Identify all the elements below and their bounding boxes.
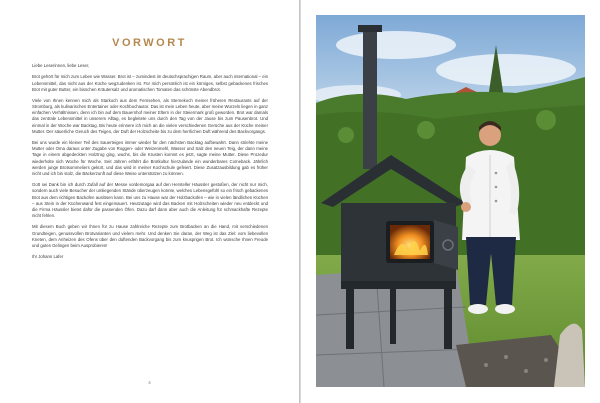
hedge-leaf [417, 121, 435, 139]
jacket-button [495, 200, 498, 203]
garden-scene [316, 15, 585, 387]
paragraph: Mit diesem Buch geben wir Ihnen für zu Hause zahlreiche Rezepte zum Brotbacken an die Hand, mit verschiedenen Grundteigen, genussvollen Brotvarianten und vielem mehr. Und denken Sie daran, der Weg ist das Ziel: vom liebevollen Kneten, dem Anheizen des Ofens über den duftenden Backvorgang bis zum knusprigen Brot. Ich wünsche Ihnen Freude und gutes Gelingen beim Ausprobieren! [32, 224, 268, 248]
cloud [436, 54, 576, 86]
signature-line: Ihr Johann Lafer [32, 254, 64, 260]
left-page [0, 0, 299, 403]
paragraph: Bei uns wurde ein kleiner Teil des Sauerteiges immer wieder für den nächsten Backtag aufbewahrt. Dann striehte meine Mutter oder Oma daraus unter Zugabe von Roggen- oder Weizenmehl, Wasser und Salz den neuen Teig, der dann meine Tage in einem abgedeckten Holztrog ging, wuchs, bis die Krusten kommt es jetzt, sagte meine Mutter. Diese Prozedur wiederholte sich Woche für Woche. Seit Jahren erfährt die Brotkultur hierzulande ein wunderbares Comeback. Jährlich werden junge Brotsommeliers gekürt, und das wird in meiner Kochschule gefeiert. Diese Zusatzausbildung gab es früher nicht und ich bin stolz, die Bäckerzunft auf diese Weise unterstützen zu können. [32, 140, 268, 176]
foreword-text [32, 63, 268, 266]
cloud [336, 31, 456, 59]
jacket-button [495, 186, 498, 189]
chef-oven-photo [316, 15, 585, 387]
page-number: 4 [148, 380, 151, 385]
chef-shoe [468, 304, 488, 314]
oven-base [341, 281, 456, 289]
pebble [504, 355, 508, 359]
page-title: VORWORT [112, 37, 187, 49]
pebble [484, 363, 488, 367]
hedge-leaf [536, 110, 556, 130]
chimney-cap [358, 25, 382, 32]
oven-leg [390, 289, 396, 344]
oven-chimney [363, 29, 377, 169]
paragraph: Gott sei Dank bin ich durch Zufall auf der Messe vordemorgaa auf den Hersteller Häussler gestoßen, der nicht nur mich, sondern auch viele Besucher der umliegenden Stände überzeugen konnte, welches Lebensgefühl so ein frisch gebackenes Brot aus dem richtigen Backofen auslösen kann. Bei uns zu Hause war der Holzbackofen – wie in vielen ländlichen Küchen – aus Stein in der Küchenwand fest eingemauert. Heutzutage wird das Backen mit Holzscheiten wieder neu entdeckt und die Firma Häussler bietet dafür die passenden Öfen. Dazu darf dann aber auch die Anleitung für schmackhafte Rezepte nicht fehlen. [32, 182, 268, 219]
chef-shoe [495, 304, 515, 314]
hedge-leaf [338, 127, 354, 143]
oven-leg [346, 289, 354, 349]
oven-leg [444, 289, 452, 349]
chef-hand [461, 202, 471, 212]
paragraph: Brot gehört für mich zum Leben wie Wasser. Brot ist – zumindest im deutschsprachigen Raum, aber auch international – ein Lebensmittel, das nicht aus der Küche wegzudenken ist. Für mich persönlich ist ein körniges, selbst gebackenes frisches Brot mit guter Butter, ein bisschen Kräutersalz und aromatischen Tomaten das schönste Abendbrot. [32, 74, 268, 92]
paragraph: Viele von Ihnen kennen mich als Starkoch aus dem Fernsehen, als Sternekoch meiner früheren Restaurants auf der Stromburg, als kulinarischen Entertainer oder Kochbuchautor. Das ist mein Leben heute, aber meine Wurzeln liegen in ganz einfachen Verhältnissen, denn ich bin auf dem Bauernhof meiner Eltern in der Steiermark groß geworden. Brot war damals das zentrale Lebensmittel in unserem Alltag, es begleitete uns durch den Tag von der Jause bis zum Pausenbrot. Und einmal in der Woche war Backtag. Bis heute erinnere ich mich an die vielen verschiedenen Gerüche aus der Küche meiner Mutter. Der säuerliche Geruch des Teiges, der Duft der Holzscheite bis zu dem herrlichen Duft während des Backvorgangs. [32, 98, 268, 134]
pebble [524, 369, 528, 373]
oven-door [434, 220, 458, 270]
pebble [544, 358, 548, 362]
right-page [301, 0, 600, 403]
jacket-button [495, 172, 498, 175]
salutation: Liebe Leserinnen, liebe Leser, [32, 63, 90, 68]
